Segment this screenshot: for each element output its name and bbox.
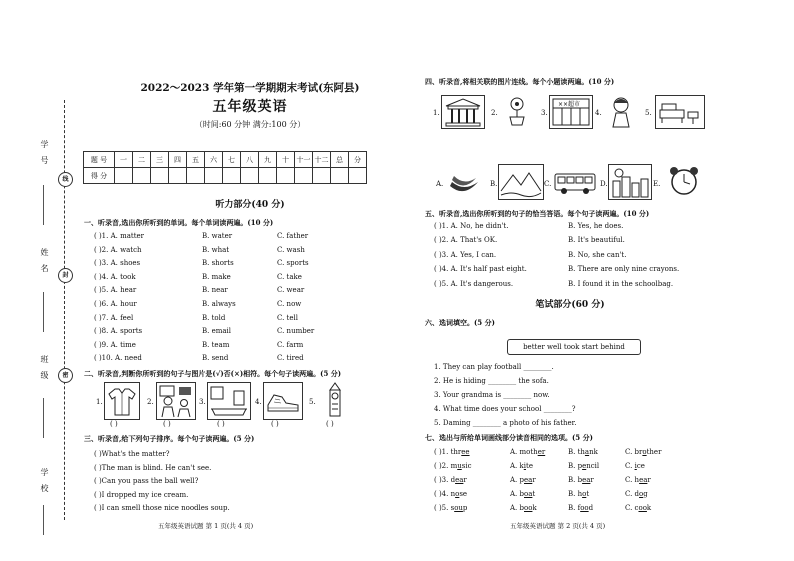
word-part: C. br <box>625 448 643 456</box>
underlined-letters: oa <box>524 490 533 498</box>
girl-icon <box>603 95 639 129</box>
writing-section-title: 笔试部分(60 分) <box>535 300 605 310</box>
score-cell: 分 <box>349 152 367 168</box>
score-cell: 十一 <box>295 152 313 168</box>
q7-item[interactable] <box>434 476 467 484</box>
q4-number: 5. <box>645 109 652 117</box>
bus-icon <box>552 166 598 198</box>
q1-item[interactable]: ( )4. A. took <box>94 272 136 281</box>
q4-letter: A. <box>436 180 444 188</box>
underlined-letters: oo <box>638 504 647 512</box>
q1-option: C. take <box>277 272 302 281</box>
q1-option: C. now <box>277 300 302 308</box>
underlined-letters: o <box>582 490 587 498</box>
q1-option: B. shorts <box>202 259 234 268</box>
q3-sentence[interactable]: ( )Can you pass the ball well? <box>94 477 199 486</box>
word-part: ( )4. n <box>434 490 456 498</box>
word-part: r <box>590 476 594 484</box>
underlined-letters: ee <box>461 448 470 456</box>
q7-option <box>625 490 648 498</box>
score-input-cell[interactable] <box>169 168 187 184</box>
score-cell: 三 <box>151 152 169 168</box>
q1-option: B. email <box>202 327 232 336</box>
word-part: te <box>526 462 533 470</box>
word-part: g <box>643 490 648 498</box>
score-input-cell[interactable] <box>349 168 367 184</box>
q4-number: 4. <box>595 109 602 117</box>
q1-option: B. send <box>202 354 229 363</box>
q1-option: C. father <box>277 232 309 240</box>
word-part: C. h <box>625 476 640 484</box>
underlined-letters: ou <box>454 504 463 512</box>
underlined-letters: er <box>537 448 546 456</box>
word-part: A. b <box>510 504 524 512</box>
q2-answer-blank[interactable]: ( ) <box>326 420 334 428</box>
word-part: ( )1. thr <box>434 448 462 456</box>
q1-option: B. make <box>202 272 231 281</box>
score-input-cell[interactable] <box>259 168 277 184</box>
binding-line <box>64 100 65 520</box>
q2-number: 5. <box>309 398 316 406</box>
score-cell: 一 <box>115 152 133 168</box>
q1-option: B. told <box>202 313 226 322</box>
underlined-letters: a <box>584 448 590 456</box>
family-icon <box>156 382 196 420</box>
underlined-letters: o <box>639 490 644 498</box>
word-part: C. c <box>625 504 639 512</box>
score-input-cell[interactable] <box>331 168 349 184</box>
score-input-cell[interactable] <box>205 168 223 184</box>
museum-icon <box>441 95 485 129</box>
score-cell: 六 <box>205 152 223 168</box>
q1-option: B. team <box>202 340 230 349</box>
sofa-icon <box>655 95 705 129</box>
q4-letter: B. <box>490 180 498 188</box>
word-part: k <box>532 504 537 512</box>
word-part: A. k <box>510 462 524 470</box>
q7-option <box>568 490 589 498</box>
q7-option <box>510 448 545 456</box>
flower-pot-icon <box>499 95 535 127</box>
student-id-field[interactable] <box>43 185 44 225</box>
score-input-cell[interactable] <box>277 168 295 184</box>
underlined-letters: i <box>634 462 637 470</box>
word-part: ce <box>636 462 645 470</box>
score-cell: 题 号 <box>84 152 115 168</box>
q5-item[interactable]: ( )1. A. No, he didn't. <box>434 222 509 230</box>
q7-item[interactable] <box>434 490 467 498</box>
underlined-letters: u <box>457 462 462 470</box>
q1-option: B. what <box>202 245 230 254</box>
clock-tower-icon <box>318 382 352 418</box>
q7-option <box>568 504 593 512</box>
bananas-icon <box>444 166 484 198</box>
shirt-icon <box>104 382 140 420</box>
q3-sentence[interactable]: ( )What's the matter? <box>94 450 170 458</box>
word-part: nk <box>589 448 598 456</box>
alarm-clock-icon <box>664 164 704 198</box>
page-footer-left: 五年级英语试题 第 1 页(共 4 页) <box>158 522 254 530</box>
q7-option <box>568 476 594 484</box>
q6-title: 六、选词填空。(5 分) <box>425 318 495 327</box>
q6-sentence[interactable]: 2. He is hiding ________ the sofa. <box>434 377 549 385</box>
class-field[interactable] <box>43 398 44 438</box>
q2-number: 4. <box>255 398 262 406</box>
q1-title: 一、听录音,选出你所听到的单词。每个单词读两遍。(10 分) <box>84 218 274 227</box>
word-part: p <box>462 504 468 512</box>
q1-option: C. number <box>277 327 315 336</box>
underlined-letters: ea <box>639 476 648 484</box>
q7-option <box>625 476 651 484</box>
word-part: r <box>463 476 467 484</box>
score-cell: 十二 <box>313 152 331 168</box>
q5-option: B. There are only nine crayons. <box>568 265 680 274</box>
exam-info: （时间:60 分钟 满分:100 分） <box>194 120 306 129</box>
bathroom-icon <box>207 382 251 420</box>
underlined-letters: ea <box>582 476 591 484</box>
score-table-header-row <box>84 152 367 168</box>
q1-option: C. tired <box>277 354 304 363</box>
q1-item[interactable]: ( )7. A. feel <box>94 313 134 322</box>
q1-item[interactable]: ( )8. A. sports <box>94 327 143 336</box>
score-cell: 九 <box>259 152 277 168</box>
sneakers-icon <box>263 382 303 420</box>
listening-section-title: 听力部分(40 分) <box>215 200 285 210</box>
q6-sentence[interactable]: 3. Your grandma is ________ now. <box>434 391 550 399</box>
q5-option: B. It's beautiful. <box>568 236 625 245</box>
word-part: B. b <box>568 476 583 484</box>
q1-option: B. water <box>202 232 233 240</box>
q4-number: 1. <box>433 109 440 117</box>
q1-item[interactable]: ( )2. A. watch <box>94 245 142 254</box>
q1-option: C. tell <box>277 313 298 322</box>
word-part: ncil <box>586 462 600 470</box>
class-label: 班级 <box>40 355 49 387</box>
q2-number: 2. <box>147 398 154 406</box>
underlined-letters: oo <box>580 504 589 512</box>
q3-sentence[interactable]: ( )The man is blind. He can't see. <box>94 463 212 472</box>
score-cell: 四 <box>169 152 187 168</box>
word-part: B. p <box>568 462 583 470</box>
word-part: C. d <box>625 490 640 498</box>
shop-sign-text: ××超市 <box>558 101 581 108</box>
q1-item[interactable]: ( )6. A. hour <box>94 300 137 308</box>
seal-mark: 封 <box>58 268 73 283</box>
word-bank: better well took start behind <box>507 339 641 355</box>
q1-option: C. wear <box>277 286 305 295</box>
score-cell: 总 <box>331 152 349 168</box>
q1-option: B. near <box>202 286 228 295</box>
q6-sentence[interactable]: 4. What time does your school ________? <box>434 405 576 413</box>
q1-item[interactable]: ( )9. A. time <box>94 340 136 349</box>
city-icon <box>608 164 652 200</box>
q7-option <box>625 504 651 512</box>
word-part: A. moth <box>510 448 538 456</box>
score-input-cell[interactable] <box>241 168 259 184</box>
score-input-cell[interactable] <box>187 168 205 184</box>
q7-item[interactable] <box>434 462 472 470</box>
q5-item[interactable]: ( )3. A. Yes, I can. <box>434 250 497 259</box>
score-input-cell[interactable] <box>115 168 133 184</box>
word-part: A. b <box>510 490 524 498</box>
word-part: sic <box>461 462 472 470</box>
q4-number: 2. <box>491 109 498 117</box>
q7-item[interactable] <box>434 448 470 456</box>
word-part: ( )2. m <box>434 462 458 470</box>
score-table <box>83 151 367 184</box>
q5-option: B. I found it in the schoolbag. <box>568 279 674 288</box>
underlined-letters: e <box>582 462 587 470</box>
word-part: ( )5. s <box>434 504 455 512</box>
score-input-cell[interactable] <box>151 168 169 184</box>
school-label: 学校 <box>40 468 49 500</box>
q2-title: 二、听录音,判断你所听到的句子与图片是(√)否(×)相符。每个句子读两遍。(5 分) <box>84 369 342 378</box>
q2-number: 1. <box>96 398 103 406</box>
q3-sentence[interactable]: ( )I can smell those nice noodles soup. <box>94 504 230 513</box>
word-part: r <box>647 476 651 484</box>
q4-number: 3. <box>541 109 548 117</box>
q2-answer-blank[interactable]: ( ) <box>163 420 171 428</box>
q1-item[interactable]: ( )3. A. shoes <box>94 259 141 268</box>
underlined-letters: i <box>523 462 526 470</box>
score-cell: 十 <box>277 152 295 168</box>
name-field[interactable] <box>43 292 44 332</box>
underlined-letters: ea <box>524 476 533 484</box>
q3-title: 三、听录音,给下列句子排序。每个句子读两遍。(5 分) <box>84 434 255 443</box>
name-label: 姓名 <box>40 248 49 280</box>
score-input-cell[interactable] <box>295 168 313 184</box>
q2-answer-blank[interactable]: ( ) <box>110 420 118 428</box>
q7-option <box>625 448 661 456</box>
score-cell: 二 <box>133 152 151 168</box>
q1-option: C. sports <box>277 259 309 268</box>
seal-mark: 线 <box>58 172 73 187</box>
word-part: k <box>646 504 652 512</box>
q7-option <box>510 476 536 484</box>
q1-item[interactable]: ( )1. A. matter <box>94 232 145 240</box>
score-cell: 五 <box>187 152 205 168</box>
q6-sentence[interactable]: 5. Daming ________ a photo of his father. <box>434 419 577 427</box>
score-input-cell[interactable] <box>313 168 331 184</box>
q2-answer-blank[interactable]: ( ) <box>271 420 279 428</box>
score-table-score-row <box>84 168 367 184</box>
word-part: d <box>588 504 594 512</box>
score-input-cell[interactable] <box>223 168 241 184</box>
q7-option <box>568 448 598 456</box>
word-part: r <box>532 476 536 484</box>
q7-title: 七、选出与所给单词画线部分读音相同的选项。(5 分) <box>425 433 593 442</box>
underlined-letters: oo <box>524 504 533 512</box>
school-field[interactable] <box>43 505 44 535</box>
q7-option <box>510 490 535 498</box>
word-part: B. h <box>568 490 583 498</box>
word-part: se <box>459 490 468 498</box>
q4-letter: D. <box>600 180 608 188</box>
q6-sentence[interactable]: 1. They can play football ________. <box>434 363 554 371</box>
student-id-label: 学号 <box>40 140 49 172</box>
score-cell: 得 分 <box>84 168 115 184</box>
underlined-letters: ea <box>455 476 464 484</box>
shop-icon <box>549 95 593 129</box>
word-part: t <box>586 490 590 498</box>
q5-title: 五、听录音,选出你所听到的句子的恰当答语。每个句子读两遍。(10 分) <box>425 209 650 218</box>
word-part: B. th <box>568 448 585 456</box>
score-cell: 八 <box>241 152 259 168</box>
subject-title: 五年级英语 <box>212 99 288 115</box>
word-part: A. p <box>510 476 524 484</box>
q7-option <box>510 462 533 470</box>
q1-option: C. wash <box>277 245 305 254</box>
q5-option: B. Yes, he does. <box>568 222 624 230</box>
q1-option: B. always <box>202 300 236 308</box>
exam-title: 2022～2023 学年第一学期期末考试(东阿县) <box>140 82 360 94</box>
q5-item[interactable]: ( )2. A. That's OK. <box>434 236 498 245</box>
underlined-letters: o <box>455 490 460 498</box>
word-part: ( )3. d <box>434 476 456 484</box>
q5-item[interactable]: ( )5. A. It's dangerous. <box>434 279 514 288</box>
word-part: C. <box>625 462 635 470</box>
q4-letter: C. <box>544 180 552 188</box>
q7-item[interactable] <box>434 504 467 512</box>
q7-option <box>510 504 537 512</box>
word-part: ther <box>646 448 662 456</box>
q5-item[interactable]: ( )4. A. It's half past eight. <box>434 265 527 274</box>
score-cell: 七 <box>223 152 241 168</box>
q1-item[interactable]: ( )10. A. need <box>94 354 142 363</box>
q7-option <box>568 462 599 470</box>
q2-number: 3. <box>199 398 206 406</box>
q5-option: B. No, she can't. <box>568 250 627 259</box>
q4-title: 四、听录音,将相关联的图片连线。每个小题读两遍。(10 分) <box>425 77 615 86</box>
q4-letter: E. <box>653 180 661 188</box>
q1-item[interactable]: ( )5. A. hear <box>94 286 137 295</box>
q1-option: C. farm <box>277 340 304 349</box>
q7-option <box>625 462 645 470</box>
q2-answer-blank[interactable]: ( ) <box>217 420 225 428</box>
mountains-icon <box>498 164 544 200</box>
page-footer-right: 五年级英语试题 第 2 页(共 4 页) <box>510 522 606 530</box>
seal-mark: 密 <box>58 368 73 383</box>
q3-sentence[interactable]: ( )I dropped my ice cream. <box>94 490 189 499</box>
underlined-letters: o <box>642 448 647 456</box>
word-part: t <box>532 490 536 498</box>
word-part: B. f <box>568 504 581 512</box>
score-input-cell[interactable] <box>133 168 151 184</box>
